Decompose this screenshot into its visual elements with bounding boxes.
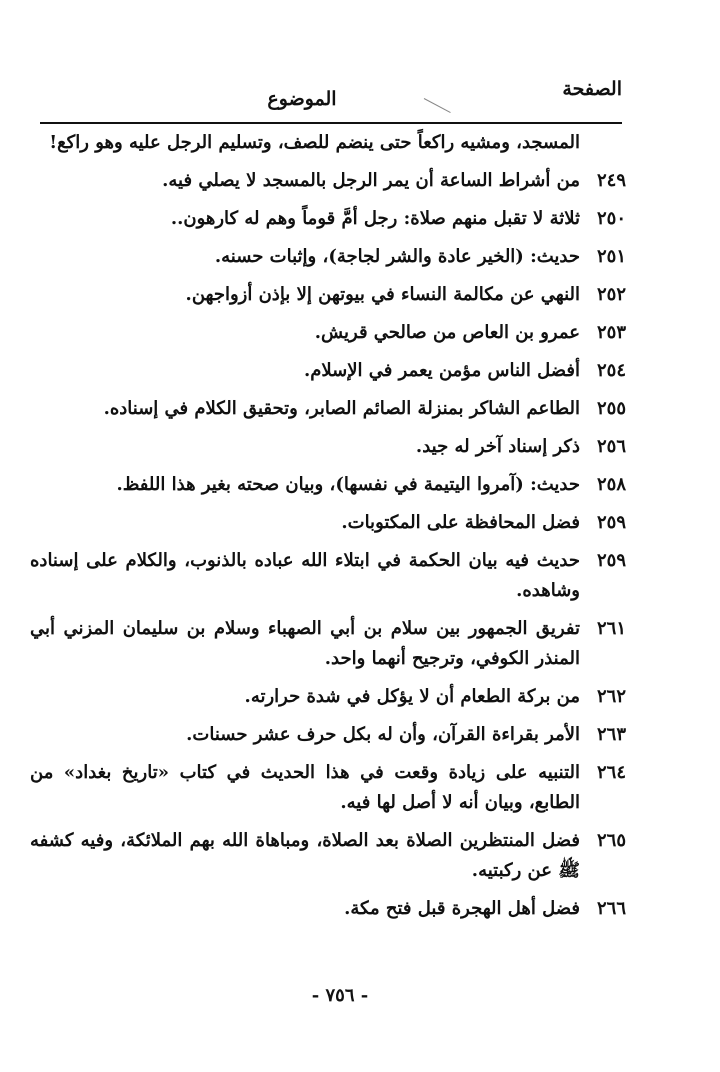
- index-entry: [30, 682, 626, 712]
- entry-topic: ذكر إسناد آخر له جيد.: [415, 436, 580, 457]
- index-entry: [30, 356, 626, 386]
- header-rule: [40, 122, 622, 124]
- entry-page-number: ٢٥٦: [596, 436, 626, 457]
- entry-page-number: ٢٦١: [596, 618, 626, 639]
- entry-topic: عمرو بن العاص من صالحي قريش.: [314, 322, 580, 343]
- entry-topic: من بركة الطعام أن لا يؤكل في شدة حرارته.: [244, 686, 580, 707]
- entry-page-number: ٢٦٤: [596, 762, 626, 783]
- entry-topic: النهي عن مكالمة النساء في بيوتهن إلا بإذن أزواجهن.: [185, 284, 580, 305]
- entry-page-number: ٢٥٢: [596, 284, 626, 305]
- entry-page-number: ٢٤٩: [596, 170, 626, 191]
- index-entry: [30, 508, 626, 538]
- index-entry: [30, 826, 626, 886]
- entry-page-number: ٢٦٣: [596, 724, 626, 745]
- entry-topic: حديث فيه بيان الحكمة في ابتلاء الله عباده بالذنوب، والكلام على إسناده وشاهده.: [30, 550, 580, 601]
- index-entry: [30, 242, 626, 272]
- entry-page-number: ٢٥٥: [596, 398, 626, 419]
- entry-page-number: ٢٥٨: [596, 474, 626, 495]
- entry-topic: المسجد، ومشيه راكعاً حتى ينضم للصف، وتسليم الرجل عليه وهو راكع!: [49, 132, 580, 153]
- entry-topic: الطاعم الشاكر بمنزلة الصائم الصابر، وتحقيق الكلام في إسناده.: [103, 398, 580, 419]
- entry-page-number: ٢٥٩: [596, 550, 626, 571]
- entry-page-number: ٢٦٥: [596, 830, 626, 851]
- entry-topic: التنبيه على زيادة وقعت في هذا الحديث في كتاب «تاريخ بغداد» من الطابع، وبيان أنه لا أصل لها فيه.: [30, 762, 580, 813]
- header-page-column: الصفحة: [562, 78, 622, 100]
- entry-topic: فضل أهل الهجرة قبل فتح مكة.: [344, 898, 580, 919]
- index-entry: [30, 204, 626, 234]
- index-entry: [30, 166, 626, 196]
- entry-topic: الأمر بقراءة القرآن، وأن له بكل حرف عشر حسنات.: [186, 724, 580, 745]
- index-entry: [30, 758, 626, 818]
- entry-topic: ثلاثة لا تقبل منهم صلاة: رجل أمَّ قوماً وهم له كارهون..: [170, 208, 580, 229]
- entry-page-number: ٢٦٦: [596, 898, 626, 919]
- entry-topic: تفريق الجمهور بين سلام بن أبي الصهباء وسلام بن سليمان المزني أبي المنذر الكوفي، وترجيح أنهما واحد.: [30, 618, 580, 669]
- index-entries: [30, 128, 626, 932]
- index-entry: [30, 470, 626, 500]
- index-entry: [30, 318, 626, 348]
- entry-page-number: ٢٦٢: [596, 686, 626, 707]
- entry-page-number: ٢٥٠: [596, 208, 626, 229]
- entry-page-number: ٢٥٩: [596, 512, 626, 533]
- page-number: - ٧٥٦ -: [311, 985, 369, 1006]
- entry-topic: أفضل الناس مؤمن يعمر في الإسلام.: [304, 360, 580, 381]
- entry-topic: من أشراط الساعة أن يمر الرجل بالمسجد لا يصلي فيه.: [162, 170, 580, 191]
- entry-topic: فضل المنتظرين الصلاة بعد الصلاة، ومباهاة الله بهم الملائكة، وفيه كشفه ﷺ عن ركبتيه.: [30, 830, 580, 881]
- index-entry: [30, 720, 626, 750]
- index-entry: [30, 128, 626, 158]
- entry-page-number: ٢٥٤: [596, 360, 626, 381]
- entry-topic: حديث: (الخير عادة والشر لجاجة)، وإثبات حسنه.: [214, 246, 580, 267]
- header-topic-column: الموضوع: [267, 88, 337, 110]
- index-entry: [30, 614, 626, 674]
- index-entry: [30, 894, 626, 924]
- index-entry: [30, 546, 626, 606]
- index-entry: [30, 432, 626, 462]
- entry-page-number: ٢٥١: [596, 246, 626, 267]
- entry-topic: فضل المحافظة على المكتوبات.: [341, 512, 580, 533]
- entry-page-number: ٢٥٣: [596, 322, 626, 343]
- index-entry: [30, 280, 626, 310]
- entry-topic: حديث: (آمروا اليتيمة في نفسها)، وبيان صحته بغير هذا اللفظ.: [116, 474, 580, 495]
- header-mark: [424, 98, 451, 113]
- index-entry: [30, 394, 626, 424]
